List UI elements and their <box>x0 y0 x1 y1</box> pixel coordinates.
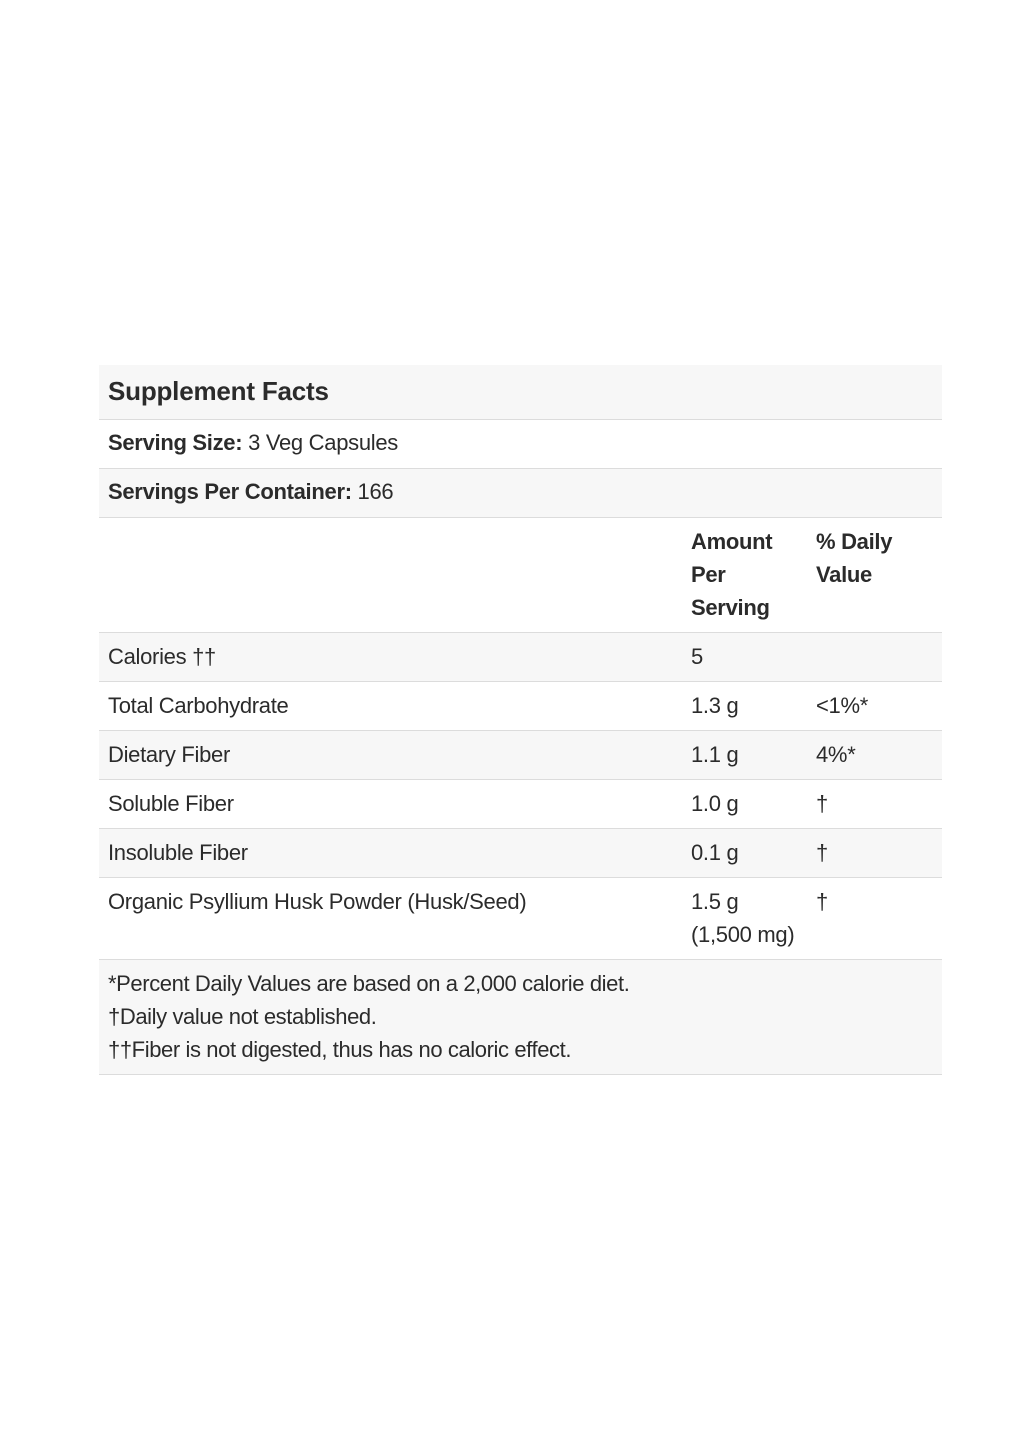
header-amount-line3: Serving <box>691 595 770 620</box>
nutrient-row-total-carbohydrate <box>99 682 942 731</box>
nutrient-dv: † <box>816 889 828 914</box>
header-dv-line1: % Daily <box>816 529 893 554</box>
servings-per-container-row <box>99 469 942 518</box>
nutrient-amount: 1.0 g <box>691 791 739 816</box>
header-name-cell <box>99 525 691 632</box>
serving-size-label: Serving Size: <box>108 430 243 455</box>
nutrient-dv: <1%* <box>816 693 869 718</box>
nutrient-name: Soluble Fiber <box>108 791 234 816</box>
nutrient-row-soluble-fiber <box>99 780 942 829</box>
nutrient-dv: 4%* <box>816 742 856 767</box>
servings-per-container-value: 166 <box>357 479 394 504</box>
footnotes <box>99 960 942 1075</box>
header-amount-cell <box>691 525 816 632</box>
nutrient-row-psyllium-husk <box>99 878 942 960</box>
nutrient-amount: 0.1 g <box>691 840 739 865</box>
nutrient-row-insoluble-fiber <box>99 829 942 878</box>
footnote-not-established: †Daily value not established. <box>108 1004 377 1029</box>
nutrient-amount: 1.3 g <box>691 693 739 718</box>
header-dv-line2: Value <box>816 562 872 587</box>
nutrient-dv: † <box>816 791 828 816</box>
column-header-row <box>99 518 942 633</box>
header-amount-line1: Amount <box>691 529 773 554</box>
header-amount-line2: Per <box>691 562 726 587</box>
serving-size-value: 3 Veg Capsules <box>248 430 398 455</box>
supplement-facts-table <box>99 365 942 1075</box>
footnote-fiber: ††Fiber is not digested, thus has no caloric effect. <box>108 1037 572 1062</box>
nutrient-dv: † <box>816 840 828 865</box>
nutrient-name: Dietary Fiber <box>108 742 231 767</box>
nutrient-amount-extra: (1,500 mg) <box>691 922 795 947</box>
nutrient-row-calories <box>99 633 942 682</box>
footnote-daily-values: *Percent Daily Values are based on a 2,000 calorie diet. <box>108 971 630 996</box>
facts-title: Supplement Facts <box>108 376 329 406</box>
serving-size-row <box>99 420 942 469</box>
facts-title-row <box>99 365 942 420</box>
nutrient-name: Total Carbohydrate <box>108 693 289 718</box>
nutrient-amount: 1.5 g <box>691 889 739 914</box>
nutrient-amount-cell <box>691 885 816 959</box>
nutrient-name: Insoluble Fiber <box>108 840 248 865</box>
header-dv-cell <box>816 525 942 632</box>
nutrient-name: Organic Psyllium Husk Powder (Husk/Seed) <box>108 889 527 914</box>
nutrient-row-dietary-fiber <box>99 731 942 780</box>
nutrient-dv <box>816 640 942 681</box>
nutrient-amount: 1.1 g <box>691 742 739 767</box>
nutrient-name: Calories †† <box>108 644 216 669</box>
nutrient-amount: 5 <box>691 644 703 669</box>
servings-per-container-label: Servings Per Container: <box>108 479 352 504</box>
